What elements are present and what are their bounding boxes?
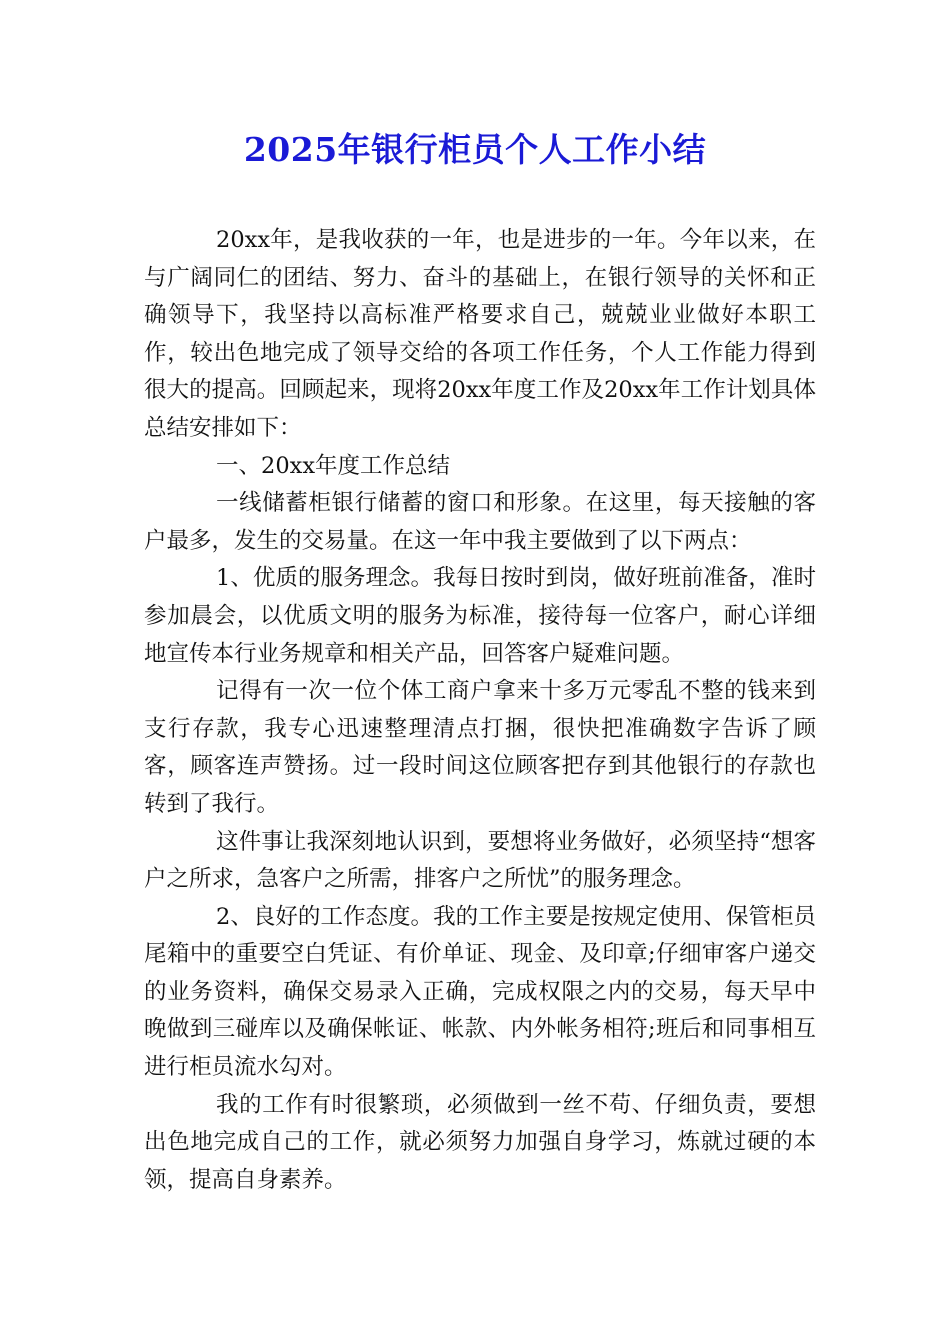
paragraph: 1、优质的服务理念。我每日按时到岗，做好班前准备，准时参加晨会，以优质文明的服务为标准，接待每一位客户，耐心详细地宣传本行业务规章和相关产品，回答客户疑难问题。	[144, 565, 816, 667]
paragraph: 一线储蓄柜银行储蓄的窗口和形象。在这里，每天接触的客户最多，发生的交易量。在这一年中我主要做到了以下两点：	[144, 490, 816, 554]
paragraph: 记得有一次一位个体工商户拿来十多万元零乱不整的钱来到支行存款，我专心迅速整理清点打捆，很快把准确数字告诉了顾客，顾客连声赞扬。过一段时间这位顾客把存到其他银行的存款也转到了我行。	[144, 678, 816, 817]
paragraph: 2、良好的工作态度。我的工作主要是按规定使用、保管柜员尾箱中的重要空白凭证、有价单证、现金、及印章;仔细审客户递交的业务资料，确保交易录入正确，完成权限之内的交易，每天早中晚做到三碰库以及确保帐证、帐款、内外帐务相符;班后和同事相互进行柜员流水勾对。	[144, 903, 816, 1081]
document-title: 2025年银行柜员个人工作小结	[243, 130, 707, 169]
document-body	[144, 222, 816, 1199]
section-heading: 一、20xx年度工作总结	[216, 452, 451, 479]
paragraph: 这件事让我深刻地认识到，要想将业务做好，必须坚持“想客户之所求，急客户之所需，排客户之所忧”的服务理念。	[144, 828, 816, 893]
paragraph: 我的工作有时很繁琐，必须做到一丝不苟、仔细负责，要想出色地完成自己的工作，就必须努力加强自身学习，炼就过硬的本领，提高自身素养。	[144, 1091, 816, 1193]
paragraph: 20xx年，是我收获的一年，也是进步的一年。今年以来，在与广阔同仁的团结、努力、奋斗的基础上，在银行领导的关怀和正确领导下，我坚持以高标准严格要求自己，兢兢业业做好本职工作，较出色地完成了领导交给的各项工作任务，个人工作能力得到很大的提高。回顾起来，现将20xx年度工作及20xx年工作计划具体总结安排如下：	[144, 227, 816, 441]
